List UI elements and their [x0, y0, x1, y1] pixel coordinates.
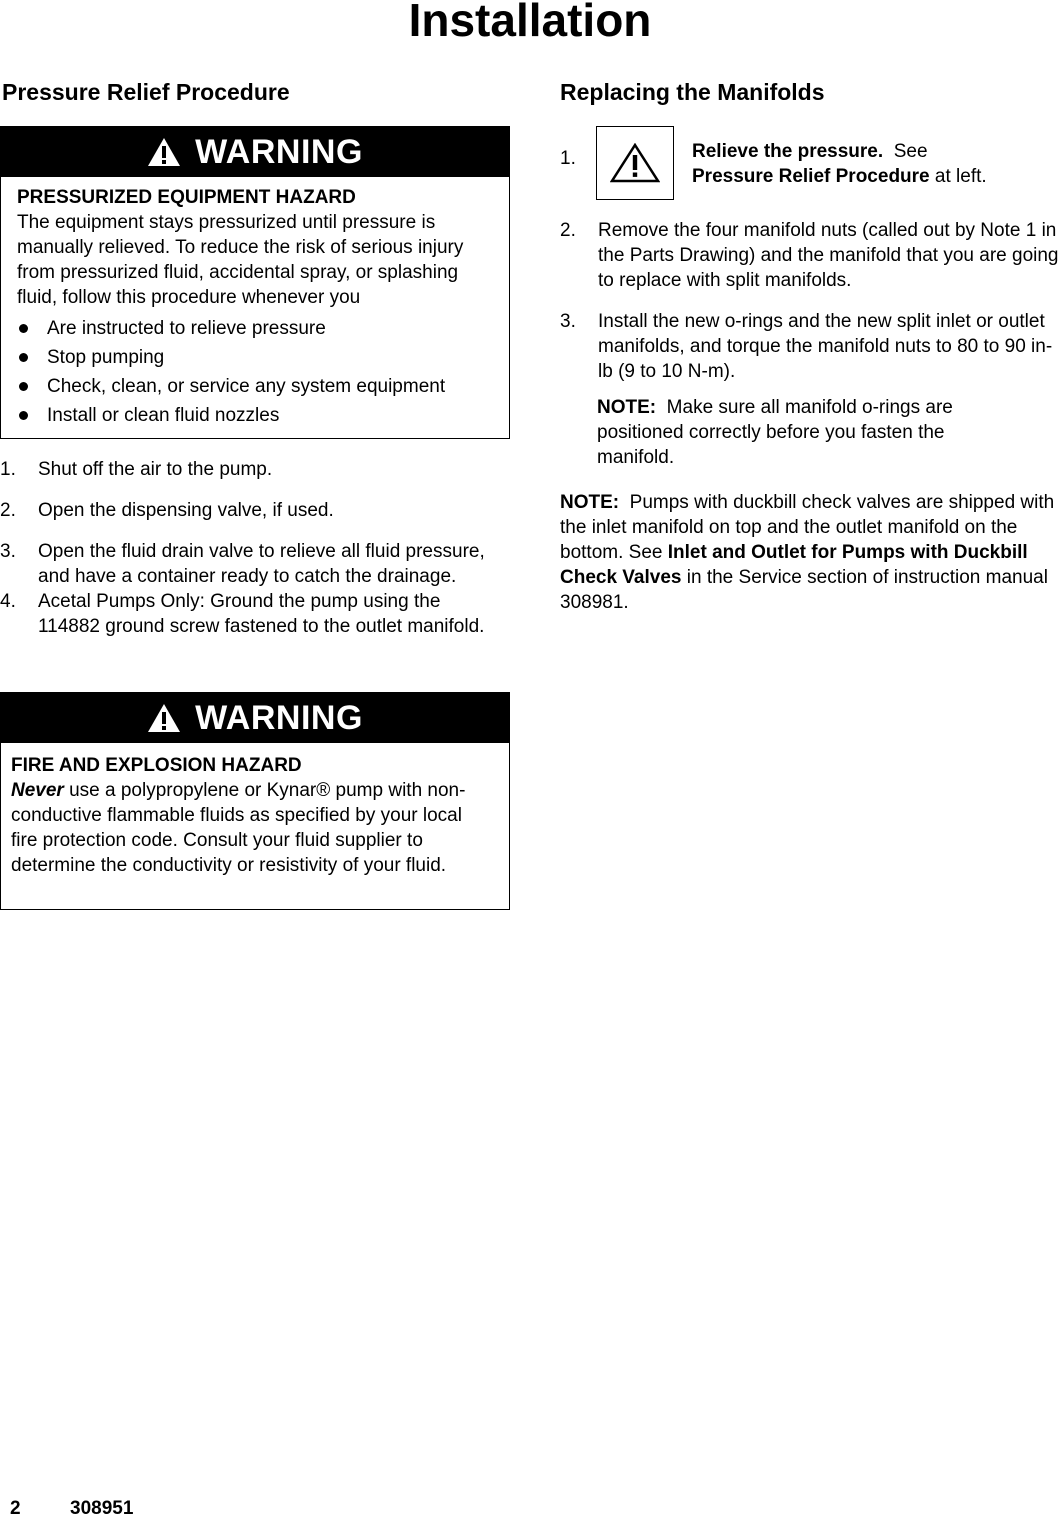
step1-text: Relieve the pressure. See Pressure Relief Procedure at left. [692, 141, 987, 187]
list-item: 2. Open the dispensing valve, if used. [0, 500, 334, 521]
hazard-title: PRESSURIZED EQUIPMENT HAZARD [17, 187, 356, 208]
list-item: Check, clean, or service any system equipment [17, 372, 493, 401]
page-title: Installation [408, 0, 652, 46]
caution-symbol-box [596, 126, 674, 200]
warning-label: WARNING [195, 132, 363, 171]
warning-triangle-icon [610, 143, 660, 183]
never-emphasis: Never [11, 780, 64, 801]
list-item: 4. Acetal Pumps Only: Ground the pump using the 114882 ground screw fastened to the outlet manifold. [0, 591, 485, 637]
pressure-relief-heading: Pressure Relief Procedure [2, 79, 290, 105]
list-item: Stop pumping [17, 343, 493, 372]
replacing-manifolds-heading: Replacing the Manifolds [560, 79, 825, 105]
warning-triangle-icon [147, 703, 181, 733]
note-step3: NOTE: Make sure all manifold o-rings are positioned correctly before you fasten the manifold. [597, 397, 953, 468]
note-duckbill: NOTE: Pumps with duckbill check valves are shipped with the inlet manifold on top and the outlet manifold on the bottom. See Inlet and Outlet for Pumps with Duckbill Check Valves in the Service section of instruction manual 308981. [560, 492, 1055, 613]
list-item: 1. Shut off the air to the pump. [0, 459, 273, 480]
list-item: 3. Open the fluid drain valve to relieve all fluid pressure, and have a container ready to catch the drainage. [0, 541, 485, 587]
warning-banner [1, 693, 509, 743]
fire-warning-box [0, 692, 510, 910]
hazard-text: Never use a polypropylene or Kynar® pump with non-conductive flammable fluids as specified by your local fire protection code. Consult your fluid supplier to determine the conductivity or resistivity of your fluid. [11, 780, 466, 876]
warning-banner [1, 127, 509, 177]
manifold-steps [560, 218, 1060, 384]
hazard-text: The equipment stays pressurized until pressure is manually relieved. To reduce the risk of serious injury from pressurized fluid, accidental spray, or splashing fluid, follow this procedure whenever you [17, 212, 464, 308]
manual-number: 308951 [70, 1498, 134, 1519]
cross-reference: Inlet and Outlet for Pumps with Duckbill Check Valves [560, 542, 1028, 588]
warning-triangle-icon [147, 137, 181, 167]
page-number: 2 [10, 1498, 21, 1519]
list-item: Install or clean fluid nozzles [17, 401, 493, 430]
list-item: 2. Remove the four manifold nuts (called out by Note 1 in the Parts Drawing) and the manifold that you are going to replace with split manifolds. [560, 220, 1059, 291]
warning-label: WARNING [195, 698, 363, 737]
hazard-bullet-list [17, 314, 493, 430]
hazard-title: FIRE AND EXPLOSION HAZARD [11, 755, 302, 776]
list-item: 3. Install the new o-rings and the new split inlet or outlet manifolds, and torque the manifold nuts to 80 to 90 in-lb (9 to 10 N-m). [560, 311, 1053, 382]
pressure-warning-box [0, 126, 510, 439]
step-number: 1. [560, 148, 576, 169]
relief-steps [0, 457, 505, 639]
list-item: Are instructed to relieve pressure [17, 314, 493, 343]
